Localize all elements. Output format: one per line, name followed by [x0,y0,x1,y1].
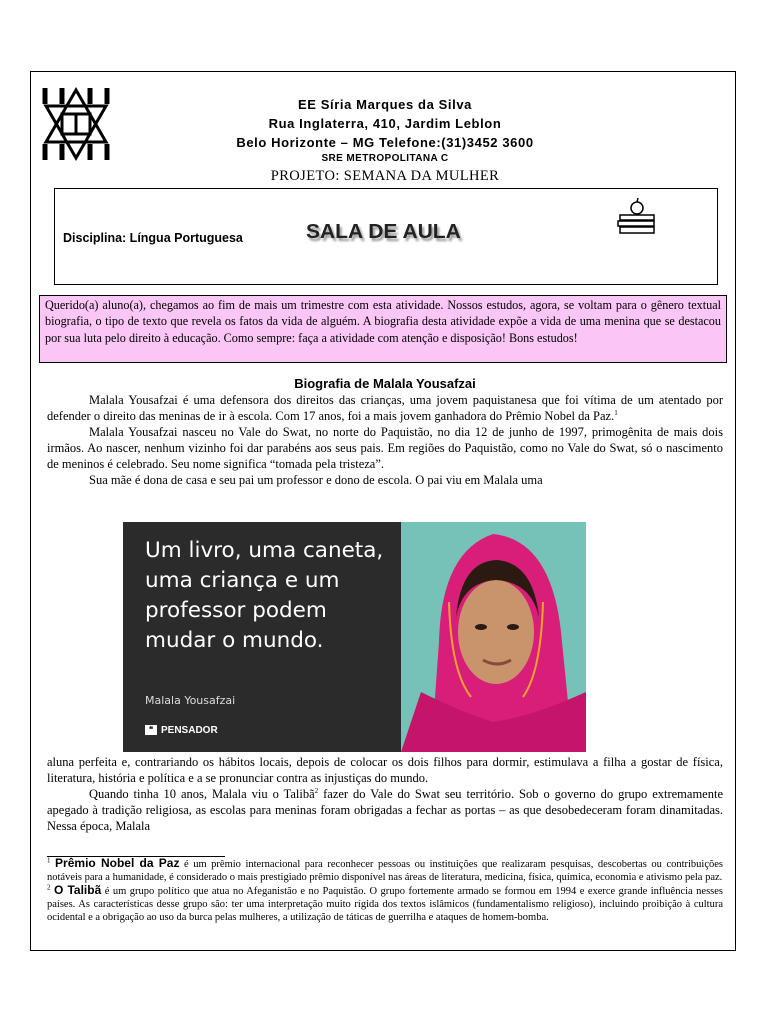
school-city-phone: Belo Horizonte – MG Telefone:(31)3452 3600 [236,135,534,150]
malala-quote-image [123,522,586,752]
sala-de-aula-banner: SALA DE AULA [306,221,461,243]
biography-text-top [47,392,723,488]
quote-mark-icon: ❝ [145,725,157,735]
biography-text-bottom [47,754,723,834]
malala-portrait [401,522,586,752]
quote-text: Um livro, uma caneta, uma criança e um professor podem mudar o mundo. [145,538,384,653]
quote-author: Malala Yousafzai [145,694,236,707]
footnote-1: $^1$ Prêmio Nobel da Paz é um prêmio internacional para reconhecer pessoas ou instituições que realizaram pesquisas, descobertas ou contribuições notáveis para a humanidade, é considerado o mais prestigiado prêmio disponível nas áreas de literatura, medicina, física, química, economia e ativismo pela paz. [47,856,724,883]
quote-panel [123,522,401,752]
discipline-box [54,188,718,285]
pensador-brand: ❝ PENSADOR [145,725,218,736]
paragraph-2: Malala Yousafzai nasceu no Vale do Swat, no norte do Paquistão, no dia 12 de junho de 1997, primogênita de mais dois irmãos. Ao nascer, nenhum vizinho foi dar parabéns aos seus pais. Em regiões do Paquistão, como no Vale do Swat, só o nascimento de meninos é celebrado. Seu nome significa “tomada pela tristeza”. [47,425,723,471]
school-header [160,95,610,166]
school-logo [40,86,112,162]
intro-message: Querido(a) aluno(a), chegamos ao fim de mais um trimestre com esta atividade. Nossos estudos, agora, se voltam para o gênero textual biografia, o tipo de texto que revela os fatos da vida de alguém. A biografia desta atividade expõe a vida de uma menina que se destacou por sua luta pelo direito à educação. Como sempre: faça a atividade com atenção e disposição! Bons estudos! [39,295,727,363]
discipline-label: Disciplina: Língua Portuguesa [63,231,243,245]
biography-title: Biografia de Malala Yousafzai [294,376,476,391]
project-title: PROJETO: SEMANA DA MULHER [270,168,500,184]
school-name: EE Síria Marques da Silva [298,97,472,112]
paragraph-4: aluna perfeita e, contrariando os hábitos locais, depois de colocar os dois filhos para dormir, estimulava a filha a gostar de física, literatura, história e política e a se pronunciar contra as injustiças do mundo. [47,755,723,785]
footnotes [47,857,723,924]
paragraph-5: Quando tinha 10 anos, Malala viu o Talibã$^2$ fazer do Vale do Swat seu território. Sob o governo do grupo extremamente apegado à tradição religiosa, as escolas para meninas foram obrigadas a fechar as portas – as que desobedeceram foram dinamitadas. Nessa época, Malala [47,786,723,833]
paragraph-1: Malala Yousafzai é uma defensora dos direitos das crianças, uma jovem paquistanesa que foi vítima de um atentado por defender o direito das meninas de ir à escola. Com 17 anos, foi a mais jovem ganhadora do Prêmio Nobel da Paz.$^1$ [47,393,723,423]
sre-label: SRE METROPOLITANA C [321,153,449,164]
paragraph-3: Sua mãe é dona de casa e seu pai um professor e dono de escola. O pai viu em Malala uma [89,473,543,487]
books-apple-icon [616,197,658,237]
school-address: Rua Inglaterra, 410, Jardim Leblon [268,116,502,131]
footnote-2: $^2$ O Talibã é um grupo político que atua no Afeganistão e no Paquistão. O grupo fortemente armado se formou em 1994 e exerce grande influência nesses países. As características desse grupo são: ter uma interpretação muito rígida dos textos islâmicos (fundamentalismo religioso), incluindo proibição à cultura ocidental e a obrigação ao uso da burca pelas mulheres, a utilização de táticas de guerrilha e ataques de homem-bomba. [47,883,723,923]
